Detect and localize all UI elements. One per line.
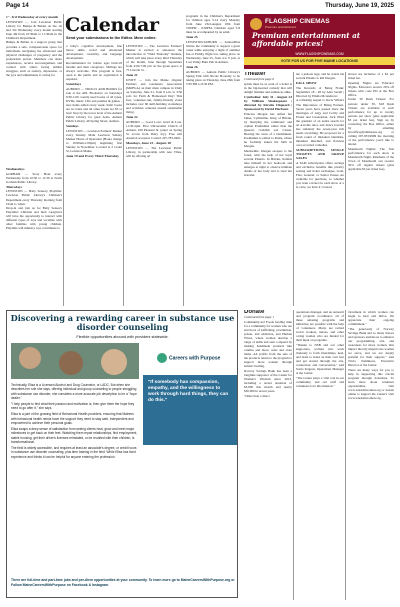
careers-ad-subhead: Flexible opportunities abound with providers statewide.: [76, 335, 169, 339]
calendar-heading: June 19 and Every Third Thursday: [66, 154, 119, 158]
person-figure: [59, 351, 83, 375]
theater-paragraph: A TAM subscription offers savings and exclusive benefits like priority seating and ticket exchanges. Gold, Flex, General, or Senior Passes are available for purchase, so whether you want a ticket for each show or a la carte, we have it covered.: [296, 160, 344, 190]
cinema-brand-sub: Premium entertainment: [265, 25, 297, 29]
column-divider: [345, 72, 346, 306]
theater-paragraph: spirits must be as want of a ticket is in the big-hearted comedy that will delight families and audiences alike.: [244, 81, 292, 94]
theater-subheading: SUBSCRIPTIONS, SINGLE TICKETS AND GROUP SALES: [296, 148, 344, 161]
calendar-column-2: [66, 44, 122, 306]
careers-pull-quote: "If somebody has compassion, empathy, and the willingness to work through hard things, they can do this.": [143, 375, 237, 445]
cinema-headline: Premium entertainment at affordable prices!: [252, 31, 361, 48]
donate-paragraph: vironment in which women can begin to heal and thrive. We appreciate their ongoing commitment.": [348, 310, 394, 327]
column-divider: [293, 310, 294, 600]
calendar-heading: 1". 3rd Wednesday of every month: [6, 15, 59, 19]
film-reel-icon: [250, 18, 262, 30]
page-number: Page 14: [6, 3, 29, 9]
calendar-column-4: [186, 14, 240, 306]
theater-paragraph: shown are inclusive of a $3 per ticket fee.: [348, 72, 394, 81]
calendar-entry: UNITY — Join the Maine Organic Farmers and Gardeners Association (MOFGA) on their main campus in Unity on Saturday, June 21, from 9 a.m. to 3:30 p.m. for Farm & Homestead Day! This free, volunteer-run, family-friendly event includes over 60 skill-building workshops and activities centered around sustainable living.: [126, 77, 182, 115]
careers-ad-headline: Discovering a rewarding career in substance use disorder counseling: [10, 313, 235, 333]
calendar-title: Calendar: [65, 14, 159, 36]
cinema-brand: FLAGSHIP CINEMAS: [265, 18, 330, 25]
careers-ad-body: [11, 383, 139, 461]
theater-paragraph: Monmouth Nights: The first performance for each show is Monmouth Night. Residents of the Town of Monmouth can receive 50% off regular tickets (plus applicable $3 per ticket fee).: [348, 146, 394, 171]
theater-paragraph: A rollicking sequel to Oscar Wilde's The Importance of Being Earnest. Seven years have passed since the marriages of Algy and Cecily and Ernest and Gwendolen. Jack lifted the gauntlet of an entire search for an at-home tutor, and Jack's boarder has suddenly the seven-year itch needs scratching. He proposed for a fresh round of mistaken identities, mistaken mischief, and flawless over-crowded comedies.: [296, 98, 344, 147]
theater-paragraph: Under 30 Rush Tickets: For patrons under 30, $18 Rush Tickets are available at each performance for up to twenty patrons per show (plus applicable $3 per ticket fee). Sign up by contacting the Box Office, either by emailing boxoffice@tamtheatre.org or calling 207.933.9999 the morning of the performance you'd like to attend.: [348, 97, 394, 146]
theater-column-1: [244, 72, 292, 306]
donate-paragraph: Community-led Foods feeding time for a community for women who are survivors of trafficking, prostitution, prison, and addiction, and Hurban Wives, where women develop a range of skills and earn a stipend by making handmade products like candles and more, sales and store items. All profits from the sale of the products return to the program to support more women through holistic healing.: [244, 319, 292, 369]
calendar-entry: GORHAM — Story Hour every Wednesday from 10:30 to 11:30 at North Gorham Public Library.: [6, 171, 62, 184]
person-figure: [101, 349, 127, 375]
calendar-entry: Recommended for babies ages birth-18 months and their caregivers. Siblings are always welcome. This program is free, open to the public and no registration is required.: [66, 60, 122, 81]
ad-paragraph: "I help people to find what their passion and motivation is, then give them the hope they need to go after it," she says.: [11, 401, 135, 411]
page-header: [6, 3, 394, 12]
column-divider: [345, 310, 346, 600]
theater-paragraph: Meanwhile, Imogen escapes to the forest, with the help of her loyal servant Pisanio. In Britain, Italians take himself in her bedroom and emerges at night to observe intimate details of her body and to steal her bracelet.: [244, 148, 292, 177]
calendar-entry: AUBURN — Auburn Public Library's Spring Talk with Nicole Boonday to be taking place on Thursday, June 26th from 5:30 PM to 6:30 PM.: [186, 69, 240, 86]
theater-paragraph: Princess Imogen has defied her father, Cymbeline, King of Britain, by marrying the commoner and orphan Posthumus rather than the Queen's cloddish son Cloten. Bearing the curse of a banishment, Posthumus is exiled to Rome, where he foolishly stakes his faith in Imogen.: [244, 111, 292, 148]
person-figure: [19, 347, 41, 369]
donate-paragraph: "Other than a direct: [244, 393, 270, 398]
ad-paragraph: The field is widely accessible, and requires at least an associate's degree, or credit hours in substance use disorder counseling, plus time training in the field. While Elisa has lived experience and thinks it can be helpful for anyone entering the profession.: [11, 446, 137, 459]
calendar-column-1: [6, 14, 62, 162]
calendar-heading: Thursdays: [6, 184, 22, 189]
donate-paragraph: "Thanks to NSB and our other supporters, women who work tirelessly to form friendships, heal, and learn to stand on their own feet and get started through the arts, connection, and conversation," said Sonia Tergeon, Operations Manager at the Center.: [296, 342, 344, 376]
theater-column-2: [296, 72, 344, 306]
calendar-heading: June 22: [126, 115, 138, 120]
donate-column-3: [348, 310, 394, 600]
calendar-heading: June 26: [186, 65, 198, 70]
cinema-website[interactable]: WWW.FLAGSHIPCINEMAS.COM: [295, 52, 344, 56]
column-divider: [183, 44, 184, 306]
cinema-ad-banner[interactable]: [244, 14, 395, 69]
calendar-entry: AUBURN — Good Love: Grief & Loss. 11:30-2pm. First Universalist Church of Auburn, 169 Pleasant St. (enter on Spring St. across from Dairy Joy). Free will donation accepted. Contact 207-783-0461.: [126, 120, 182, 141]
calendar-entry: Bumps & Babies is a support group that provides a safe, compassionate space for individuals navigating the emotional and physical challenges of pregnancy and the postpartum period. Members can share experiences, receive encouragement, and connect with others facing similar struggles, such as anxiety, depression, or the joys and adjustments to caring for: [6, 40, 62, 77]
continued-note: Continued from page 1: [244, 315, 274, 320]
column-divider: [123, 44, 124, 306]
counseling-photo: [11, 343, 139, 379]
donate-column-2: [296, 310, 344, 600]
theater-column-3: [348, 72, 394, 306]
donate-paragraph: "The Center plays a vital role in our community, and our staff and volunteers love this mission.": [296, 375, 344, 389]
ad-paragraph: Elisa swaps a deep sense of satisfaction from seeing clients heal, grow and meet major milestones to get back on their feet. Watching them repair relationships, find employment, stable housing, get their driver's licenses reinstated, or be reunited with their children, is transformational.: [11, 427, 138, 444]
theater-subheading: FALL SHOW: [296, 81, 317, 86]
careers-ad[interactable]: [6, 310, 238, 598]
calendar-column-3: [126, 44, 182, 306]
calendar-heading: Saturdays: [66, 82, 82, 87]
ad-paragraph: Technically, Elisa is a Licensed Alcohol and Drug Counselor, or LADC. But when she describes her role she says, offering individual and group counseling to people struggling with substance use disorder, she considers a more accurate job description to be a "hope dealer.": [11, 383, 137, 400]
donate-paragraph: operations manager, and an outreach and program coordinator, all of these amazing programs and initiatives are possible with the help of volunteers. Many are retired social workers, nurses, and other caring women who are funded for their input on programs.: [296, 310, 344, 343]
donate-heading: Donate: [244, 310, 265, 315]
logo-mark-icon: [157, 353, 167, 363]
theater-paragraph: Opening Nights are Educator Nights. Educators receive 20% off tickets with code ED at the Box Office.: [348, 80, 394, 97]
column-divider: [293, 72, 294, 306]
calendar-subtitle: Send your submissions to the Editor. More online.: [66, 36, 157, 40]
calendar-entry: LEWISTON — The Lewiston Farmers' Market is excited to announce the introduction of "Third Thursday" markets, which will take place every third Thursday of the month, June through September from 4:00-7:00 pm on the green space at 75 Lincoln St.: [126, 44, 182, 73]
donate-paragraph: "The generosity of Norway Savings Bank and so many donors and sponsors enables us to enhance our programming, arts, and awareness for more women. Our impact directly impacts the women we serve, and we are deeply grateful for their support," said Tricia Tomlinson, Executive Director of the Center.: [348, 326, 394, 368]
calendar-entry: LEWISTON/AUBURN — SeniorsPlus invites the community to support a great cause while enjoying a night of summer fun at Family Night bar, taking place on Wednesday, June 25, from 4 to 9 p.m. at Lost Valley Burn Pub in Auburn.: [186, 39, 240, 65]
calendar-entry: programs in the Children's Department for children ages 5-14 every Monday from June 23rd-August 18th from 5:00PM - 6:30PM. Children aged 5-8 must be accompanied by an adult.: [186, 14, 240, 35]
ad-paragraph: Elisa is a part of the growing field of Behavioral Health providers, ensuring that Mainers with behavioral health needs have the support they need to stay safe, independent and empowered to achieve their personal goals.: [11, 412, 134, 425]
donate-column-1: [244, 310, 292, 600]
careers-ad-footer[interactable]: There are full-time and part-time jobs and per-diem opportunities at your community. To learn more go to MaineCareersWithPurpose.org or Follow MaineCareersWithPurpose on Facebook & Instagram.: [11, 578, 235, 587]
calendar-entry: LEWISTON — Baby Sensory Playtime: Lewiston Public Library's Children's Department every Thursday morning from 10am to 12pm.: [6, 189, 62, 206]
theater-paragraph: nto a jealous rage, and he orders his servant Pisanio to kill Imogen.: [296, 72, 344, 81]
calendar-entry: LEWISTON — Lewiston Farmers' Market every Sunday. Main Lewiston Sunday Market Hours of Operation (Hours change to 10:00am-1:00pm) beginning first Sunday in November. Located at 2 Cedar St, Lewiston Maine.: [66, 128, 122, 153]
calendar-heading: Mondays, June 23 - August 18: [126, 141, 171, 146]
calendar-column-1b: [6, 166, 62, 306]
calendar-heading: June 21: [126, 73, 138, 78]
cinema-vote-strip: VOTE FOR US FOR FIVE MAINE LOCATIONS!: [244, 57, 395, 65]
theater-paragraph: Cymbeline: July 31 - August 23 by William Shakespeare | directed by Kirstin Cliquard | Sponsored by David Harbour.: [244, 94, 292, 111]
column-divider: [63, 14, 64, 306]
calendar-heading: Wednesdays: [6, 167, 25, 171]
calendar-entry: LEWISTON — Join Lewiston Public Library for Bumps & Babies on the 1st and 3rd Wednesday every month starting June 4th from 10:30am to 11:30am in the Children's Department.: [6, 19, 62, 40]
calendar-entry: a baby's cognitive development, fine motor skills, social and emotional development, creativity, and language development.: [66, 44, 122, 61]
careers-logo: Careers with Purpose: [157, 353, 233, 363]
calendar-entry: LEWISTON — The Lewiston Public Library, in partnership with Axe Vibes, will be offering art: [126, 145, 182, 158]
theater-paragraph: The Rewards of Being Frank: September 18 - 28 by Alex Sevell | Directed by Emma McAndrews: [296, 85, 344, 98]
calendar-entry: Drop-in and join us for Baby Sensory Playtime! Children and their caregivers will have the opportunity to interact with different types of toys and socialize with other families with young children. Playtime will ministry toys contributes to: [6, 206, 62, 231]
donate-paragraph: Norway Savings Bank has been a longtime supporter of the Center for Women's Wisdom since 2013, including a recent donation of $3,000 this month and nearly $30,000 in recent years.: [244, 368, 292, 394]
issue-date: Thursday, June 19, 2025: [325, 3, 394, 9]
donate-paragraph: There are many ways for you to help in supporting this crucial program through donations. To learn more about volunteer opportunities, visit www.wisdomwomen.org or donate online to support the Center's visit www.wisdomwomen.org.: [348, 367, 394, 401]
theater-heading: Theater: [244, 72, 266, 77]
calendar-entry: AUBURN — TROLLS AND BOOKS for sale at the APL Bookstore on Saturdays 9:30-1:00. Gently used books of all types, DVDs, music CDs and puzzles & games - new items added every week. Kids' books are in crates and all other books are $3 or less! Stop by the lower level of the Auburn Public Library for great deals. Auburn Public Library, 49 Spring Street, Auburn.: [66, 86, 122, 124]
calendar-heading: Sundays: [66, 124, 79, 129]
calendar-heading: June 25: [186, 35, 198, 40]
continued-note: Continued from page 6: [244, 77, 274, 82]
